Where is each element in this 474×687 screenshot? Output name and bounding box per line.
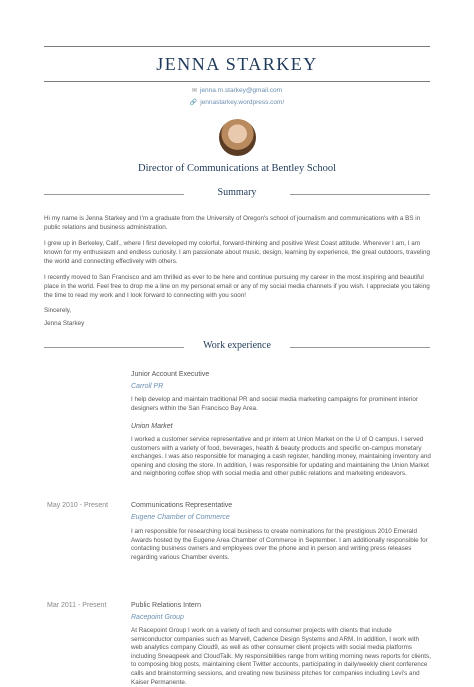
job-role: Junior Account Executive	[131, 371, 210, 378]
job-description: I help develop and maintain traditional PR and social media marketing campaigns for prominent interior designers within the San Francisco Bay Area.	[131, 396, 419, 412]
job-role: Public Relations Intern	[131, 602, 202, 609]
email-link[interactable]: jenna.m.starkey@gmail.com	[199, 87, 283, 94]
current-position-title: Director of Communications at Bentley School	[137, 163, 336, 174]
job-company-link[interactable]: Racepoint Group	[131, 614, 184, 621]
divider	[290, 347, 430, 348]
link-icon: 🔗	[189, 100, 198, 106]
summary-paragraph: Hi my name is Jenna Starkey and I'm a graduate from the University of Oregon's school of journalism and communications with a BS in public relations and business administration.	[44, 215, 421, 231]
email-contact[interactable]	[0, 87, 474, 94]
job-description: At Racepoint Group I work on a variety of tech and consumer projects with clients that include semiconductor companies such as Marvell, Cadence Design Systems and ARM. In addition, I work with web analytics company Cloud9, as well as other consumer client projects with social media platforms including Sneaqpeek and CloudTalk. My responsibilities range from writing morning news reports for clients, to composing blog posts, maintaining client Twitter accounts, participating in daily/weekly client conference calls and brainstorming sessions, and creating new business pitches for companies including Levi's and Kaiser Permanente.	[131, 627, 431, 686]
summary-closing: Sincerely,	[44, 307, 72, 314]
website-contact[interactable]	[0, 99, 474, 106]
job-description: I am responsible for researching local business to create nominations for the prestigious 2010 Emerald Awards hosted by the Eugene Area Chamber of Commerce in September. I am additionally responsible for contacting business owners and employees over the phone and in person and writing press releases regarding various Chamber events.	[131, 528, 428, 561]
summary-paragraph: I grew up in Berkeley, Calif., where I first developed my colorful, forward-thinking and positive West Coast attitude. Wherever I am, I am known for my enthusiasm and endless curiosity. I am passionate about music, design, learning by experience, the great outdoors, traveling the world and connecting effectively with others.	[44, 240, 430, 265]
website-link[interactable]: jennastarkey.wordpress.com/	[200, 99, 285, 106]
header-bottom-rule	[44, 81, 430, 82]
job-role: Communications Representative	[131, 502, 233, 509]
job-company-link[interactable]: Eugene Chamber of Commerce	[131, 514, 230, 521]
job-date: Mar 2011 - Present	[47, 602, 107, 609]
work-section-heading	[44, 340, 430, 354]
avatar	[219, 119, 256, 156]
envelope-icon: ✉	[191, 88, 197, 94]
summary-section-heading	[44, 187, 430, 201]
header-top-rule	[44, 46, 430, 47]
summary-paragraph: I recently moved to San Francisco and am thrilled as ever to be here and continue pursuing my career in the most inspiring and beautiful place in the world. Feel free to drop me a line on my personal email or any of my social media channels if you wish. I appreciate you taking the time to read my work and I look forward to connecting with you soon!	[44, 274, 430, 299]
summary-signature: Jenna Starkey	[44, 320, 85, 327]
candidate-name: JENNA STARKEY	[156, 54, 318, 74]
summary-heading: Summary	[217, 187, 257, 198]
work-heading: Work experience	[203, 340, 271, 351]
divider	[290, 194, 430, 195]
job-date: May 2010 - Present	[47, 502, 109, 509]
job-description: I worked a customer service representative and pr intern at Union Market on the U of O campus. I served customers with a variety of food, beverages, health & beauty products and specific on-campus monetary exchanges. I was also responsible for managing a cash register, handling money, maintaining inventory and opening and closing the store. In addition, I was responsible for updating and maintaining the Union Market and neighboring coffee shop with social media and other public relations and marketing endeavors.	[131, 436, 431, 478]
job-company: Union Market	[131, 423, 173, 430]
job-company-link[interactable]: Carroll PR	[131, 383, 164, 390]
